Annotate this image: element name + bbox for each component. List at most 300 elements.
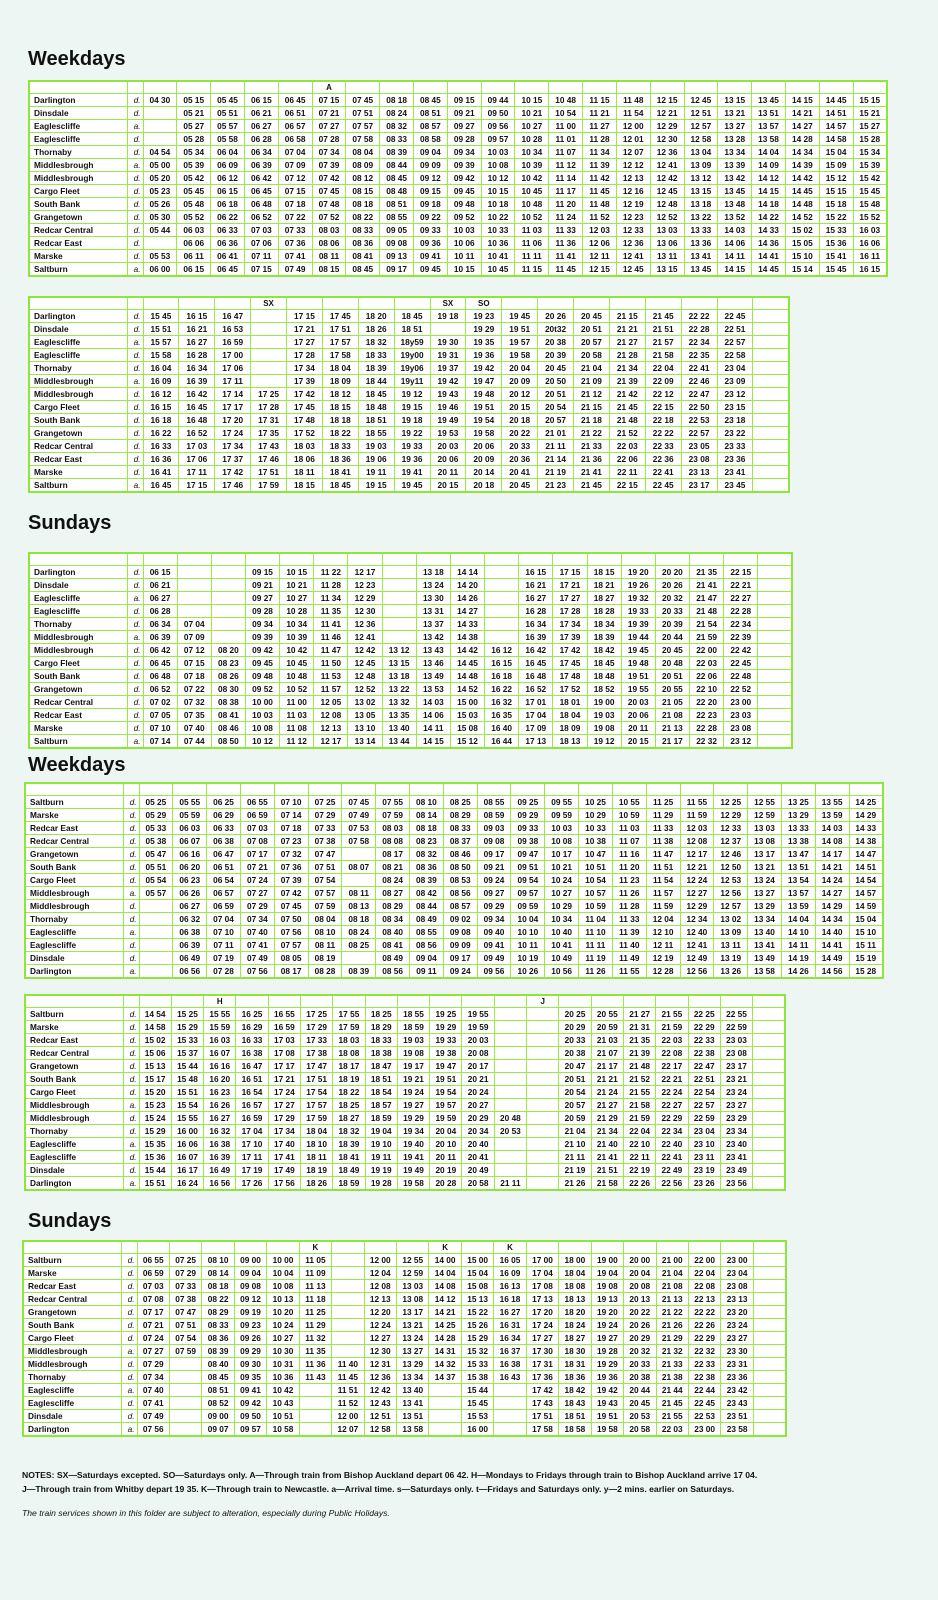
time-cell: 17 51	[526, 1410, 558, 1423]
table-row	[23, 1410, 786, 1423]
time-cell: 22 12	[645, 388, 681, 401]
time-cell: 13 10	[348, 722, 382, 735]
time-cell: 09 45	[245, 657, 279, 670]
time-cell: 15 29	[139, 1125, 171, 1138]
time-cell: 16 00	[461, 1423, 493, 1437]
time-cell: 13 09	[684, 159, 718, 172]
time-cell: 07 50	[274, 913, 308, 926]
time-cell: 21 58	[623, 1099, 655, 1112]
time-cell: 20 14	[466, 466, 502, 479]
time-cell: 15 04	[819, 146, 853, 159]
time-cell: 07 19	[207, 952, 241, 965]
time-cell: 13 04	[684, 146, 718, 159]
time-cell: 18 03	[287, 440, 323, 453]
time-cell	[494, 1151, 526, 1164]
time-cell: 21 14	[538, 453, 574, 466]
timetable-weekdays-up-2	[24, 994, 786, 1191]
time-cell: 10 42	[280, 644, 314, 657]
time-cell: 19 48	[466, 388, 502, 401]
time-cell: 21 31	[623, 1021, 655, 1034]
time-cell: 18 59	[333, 1177, 365, 1191]
time-cell: 09 28	[447, 133, 481, 146]
time-cell: 11 29	[646, 809, 680, 822]
time-cell: 10 10	[511, 926, 545, 939]
station-name: Middlesbrough	[25, 900, 123, 913]
time-cell: 06 15	[244, 94, 278, 107]
timetable-sundays-up	[22, 1240, 787, 1437]
time-cell: 11 55	[680, 796, 714, 809]
time-cell	[527, 1086, 559, 1099]
time-cell: 17 59	[251, 479, 287, 493]
footnote-cell	[25, 995, 123, 1008]
table-row	[25, 848, 883, 861]
notes-line-1: NOTES: SX—Saturdays excepted. SO—Saturdays only. A—Through train from Bishop Auckland depart 06 42. H—Mondays to Fridays through train to Bishop Auckland arrive 17 04.	[22, 1470, 758, 1480]
time-cell: 09 15	[245, 566, 279, 579]
time-cell	[177, 592, 211, 605]
time-cell: 21 33	[574, 440, 610, 453]
time-cell: 08 07	[342, 861, 376, 874]
time-cell: 10 45	[515, 185, 549, 198]
time-cell: 15 48	[853, 198, 887, 211]
time-cell: 08 57	[414, 120, 448, 133]
footnote-cell	[684, 81, 718, 94]
time-cell: 15 13	[461, 1293, 493, 1306]
time-cell: 18 57	[365, 1099, 397, 1112]
time-cell: 23 10	[688, 1138, 720, 1151]
time-cell: 13 46	[416, 657, 450, 670]
time-cell: 13 38	[781, 835, 815, 848]
time-cell: 10 33	[481, 224, 515, 237]
time-cell: 14 45	[752, 263, 786, 277]
time-cell: 18 15	[587, 566, 621, 579]
time-cell: 09 48	[245, 670, 279, 683]
time-cell: 22 45	[688, 1397, 720, 1410]
time-cell: 19 25	[430, 1008, 462, 1021]
time-cell: 07 06	[244, 237, 278, 250]
time-cell: 07 54	[169, 1332, 201, 1345]
time-cell: 23 56	[720, 1177, 752, 1191]
time-cell: 09 00	[202, 1410, 234, 1423]
time-cell: 16 26	[204, 1099, 236, 1112]
time-cell	[758, 618, 792, 631]
table-row	[29, 453, 789, 466]
time-cell	[332, 1319, 364, 1332]
time-cell: 12 51	[684, 107, 718, 120]
time-cell: 20 04	[502, 362, 538, 375]
time-cell: 11 11	[579, 939, 613, 952]
time-cell	[527, 1099, 559, 1112]
footnote-cell	[410, 783, 444, 796]
time-cell: 11 27	[583, 120, 617, 133]
time-cell: 14 04	[752, 146, 786, 159]
table-row	[29, 566, 792, 579]
footnote-cell	[245, 553, 279, 566]
time-cell: 09 38	[511, 835, 545, 848]
time-cell: 22 08	[656, 1047, 688, 1060]
time-cell: 18 17	[333, 1060, 365, 1073]
time-cell: 06 52	[244, 211, 278, 224]
time-cell: 14 14	[450, 566, 484, 579]
time-cell: 22 36	[645, 453, 681, 466]
time-cell	[169, 1358, 201, 1371]
time-cell: 08 12	[346, 172, 380, 185]
time-cell: 11 20	[549, 198, 583, 211]
station-name: Middlesbrough	[29, 375, 127, 388]
time-cell: 13 02	[348, 696, 382, 709]
time-cell: 15 44	[461, 1384, 493, 1397]
time-cell: 19 40	[397, 1138, 429, 1151]
time-cell: 16 28	[519, 605, 553, 618]
station-name: Cargo Fleet	[29, 185, 127, 198]
time-cell: 21 22	[656, 1306, 688, 1319]
footnote-cell	[714, 783, 748, 796]
time-cell: 08 14	[202, 1267, 234, 1280]
time-cell: 21 01	[538, 427, 574, 440]
time-cell: 16 32	[204, 1125, 236, 1138]
arr-dep-flag: d.	[123, 913, 139, 926]
time-cell: 06 33	[211, 224, 245, 237]
time-cell: 10 27	[280, 592, 314, 605]
time-cell: 13 15	[650, 263, 684, 277]
time-cell: 12 24	[364, 1319, 396, 1332]
time-cell: 14 45	[450, 657, 484, 670]
time-cell: 08 45	[414, 94, 448, 107]
arr-dep-flag: d.	[123, 1112, 139, 1125]
time-cell: 17 57	[300, 1099, 332, 1112]
station-name: Grangetown	[29, 427, 127, 440]
time-cell: 05 51	[211, 107, 245, 120]
time-cell: 08 44	[380, 159, 414, 172]
time-cell: 06 39	[173, 939, 207, 952]
time-cell	[485, 631, 519, 644]
time-cell: 07 47	[169, 1306, 201, 1319]
time-cell: 19 49	[397, 1164, 429, 1177]
time-cell: 12 46	[714, 848, 748, 861]
time-cell: 08 10	[410, 796, 444, 809]
time-cell: 05 42	[177, 172, 211, 185]
time-cell: 19 27	[397, 1099, 429, 1112]
time-cell: 09 41	[414, 250, 448, 263]
time-cell: 11 03	[515, 224, 549, 237]
time-cell: 13 18	[416, 566, 450, 579]
time-cell: 11 39	[612, 926, 646, 939]
station-name: Middlesbrough	[23, 1345, 121, 1358]
arr-dep-flag: d.	[121, 1293, 137, 1306]
time-cell: 07 33	[278, 224, 312, 237]
time-cell: 11 08	[280, 722, 314, 735]
time-cell: 20 55	[655, 683, 689, 696]
footnote-cell	[549, 81, 583, 94]
time-cell	[753, 1332, 786, 1345]
time-cell: 19 57	[430, 1099, 462, 1112]
time-cell: 14 09	[752, 159, 786, 172]
time-cell: 08 33	[202, 1319, 234, 1332]
table-row	[25, 1047, 785, 1060]
time-cell: 18 33	[322, 440, 358, 453]
time-cell: 08 56	[443, 887, 477, 900]
arr-dep-flag: d.	[127, 185, 143, 198]
time-cell	[211, 579, 245, 592]
time-cell: 18 32	[358, 336, 394, 349]
time-cell: 07 36	[278, 237, 312, 250]
footnote-cell	[29, 553, 127, 566]
time-cell: 20 17	[462, 1060, 494, 1073]
time-cell: 06 42	[143, 644, 177, 657]
time-cell: 23 04	[717, 362, 753, 375]
time-cell: 07 56	[137, 1423, 169, 1437]
time-cell: 16 56	[204, 1177, 236, 1191]
table-row	[29, 172, 887, 185]
time-cell: 11 52	[583, 211, 617, 224]
time-cell: 19 24	[591, 1319, 623, 1332]
time-cell: 09 17	[477, 848, 511, 861]
time-cell: 23 05	[681, 440, 717, 453]
time-cell	[753, 1410, 786, 1423]
time-cell: 05 39	[177, 159, 211, 172]
time-cell: 07 33	[308, 822, 342, 835]
arr-dep-flag: d.	[121, 1397, 137, 1410]
time-cell: 10 21	[280, 579, 314, 592]
time-cell: 10 48	[280, 670, 314, 683]
time-cell: 05 29	[139, 809, 173, 822]
time-cell: 09 28	[245, 605, 279, 618]
time-cell: 09 36	[414, 237, 448, 250]
time-cell: 11 12	[549, 159, 583, 172]
time-cell: 13 51	[752, 107, 786, 120]
time-cell: 14 45	[819, 94, 853, 107]
time-cell: 17 13	[526, 1293, 558, 1306]
time-cell: 15 48	[171, 1073, 203, 1086]
arr-dep-flag: d.	[123, 874, 139, 887]
footnote-cell	[143, 81, 177, 94]
time-cell: 17 48	[287, 414, 323, 427]
time-cell: 13 31	[416, 605, 450, 618]
station-name: Grangetown	[23, 1306, 121, 1319]
footnote-cell	[559, 1241, 591, 1254]
time-cell: 15 29	[461, 1332, 493, 1345]
time-cell: 12 30	[650, 133, 684, 146]
time-cell: 13 54	[781, 874, 815, 887]
time-cell: 09 09	[443, 939, 477, 952]
time-cell: 18 04	[322, 362, 358, 375]
time-cell: 14 36	[752, 237, 786, 250]
time-cell: 08 50	[211, 735, 245, 749]
time-cell: 07 10	[207, 926, 241, 939]
time-cell: 20 45	[624, 1397, 656, 1410]
time-cell: 09 45	[414, 263, 448, 277]
table-row	[23, 1371, 786, 1384]
time-cell: 11 24	[549, 211, 583, 224]
time-cell: 10 45	[280, 657, 314, 670]
time-cell: 19 51	[466, 401, 502, 414]
time-cell: 22 45	[717, 310, 753, 323]
timetable-sundays-down	[28, 552, 793, 749]
station-name: Marske	[25, 1021, 123, 1034]
time-cell: 05 23	[143, 185, 177, 198]
time-cell: 19 11	[365, 1151, 397, 1164]
notes-line-2: J—Through train from Whitby depart 19 35. K—Through train to Newcastle. a—Arrival time. s—Saturdays only. t—Fridays and Saturdays only. y—2 mins. earlier on Saturdays.	[22, 1484, 735, 1494]
time-cell: 14 47	[849, 848, 883, 861]
time-cell: 07 34	[312, 146, 346, 159]
time-cell: 16 34	[179, 362, 215, 375]
time-cell: 07 40	[137, 1384, 169, 1397]
time-cell: 15 00	[461, 1254, 493, 1267]
table-row	[29, 263, 887, 277]
time-cell: 17 43	[526, 1397, 558, 1410]
time-cell: 21 22	[574, 427, 610, 440]
table-row	[25, 874, 883, 887]
time-cell: 07 29	[137, 1358, 169, 1371]
time-cell	[332, 1293, 364, 1306]
time-cell: 22 41	[645, 466, 681, 479]
time-cell: 10 21	[545, 861, 579, 874]
time-cell: 21 04	[656, 1267, 688, 1280]
time-cell: 14 42	[450, 644, 484, 657]
time-cell: 11 57	[314, 683, 348, 696]
time-cell: 19 58	[397, 1177, 429, 1191]
time-cell: 13 42	[718, 172, 752, 185]
time-cell: 18 20	[559, 1306, 591, 1319]
time-cell: 13 41	[397, 1397, 429, 1410]
time-cell	[758, 605, 792, 618]
time-cell: 08 51	[414, 107, 448, 120]
time-cell: 21 17	[591, 1060, 623, 1073]
time-cell: 18 25	[365, 1008, 397, 1021]
time-cell: 23 27	[720, 1099, 752, 1112]
time-cell: 15 18	[819, 198, 853, 211]
station-name: Dinsdale	[29, 323, 127, 336]
footnote-cell	[591, 995, 623, 1008]
time-cell	[527, 1112, 559, 1125]
time-cell: 08 21	[376, 861, 410, 874]
time-cell: 12 55	[748, 796, 782, 809]
time-cell: 14 34	[785, 146, 819, 159]
time-cell: 13 11	[714, 939, 748, 952]
time-cell: 05 57	[211, 120, 245, 133]
table-row	[29, 250, 887, 263]
time-cell: 22 58	[717, 349, 753, 362]
table-row	[25, 1164, 785, 1177]
station-name: South Bank	[29, 670, 127, 683]
time-cell: 08 06	[312, 237, 346, 250]
time-cell: 06 21	[244, 107, 278, 120]
time-cell	[485, 605, 519, 618]
time-cell: 09 26	[234, 1332, 266, 1345]
time-cell: 10 52	[280, 683, 314, 696]
arr-dep-flag: d.	[123, 861, 139, 874]
time-cell: 23 00	[724, 696, 758, 709]
time-cell: 10 15	[447, 263, 481, 277]
time-cell: 08 39	[342, 965, 376, 979]
time-cell: 10 18	[481, 198, 515, 211]
time-cell: 07 18	[278, 198, 312, 211]
time-cell: 19 11	[358, 466, 394, 479]
time-cell	[211, 618, 245, 631]
time-cell: 07 04	[177, 618, 211, 631]
time-cell: 18 08	[333, 1047, 365, 1060]
arr-dep-flag: d.	[127, 453, 143, 466]
time-cell: 08 41	[376, 939, 410, 952]
table-row	[29, 709, 792, 722]
time-cell: 06 57	[207, 887, 241, 900]
time-cell: 14 18	[752, 198, 786, 211]
footnote-cell	[656, 995, 688, 1008]
time-cell: 15 42	[853, 172, 887, 185]
time-cell: 23 12	[724, 735, 758, 749]
table-row	[25, 861, 883, 874]
footnote-cell	[485, 553, 519, 566]
time-cell: 18 45	[322, 479, 358, 493]
time-cell: 09 21	[447, 107, 481, 120]
time-cell: 05 51	[139, 861, 173, 874]
table-row	[29, 401, 789, 414]
time-cell: 15 36	[819, 237, 853, 250]
time-cell: 12 50	[714, 861, 748, 874]
arr-dep-flag: d.	[127, 362, 143, 375]
time-cell: 07 08	[137, 1293, 169, 1306]
time-cell: 22 33	[688, 1358, 720, 1371]
footnote-cell	[450, 553, 484, 566]
table-row	[25, 1086, 785, 1099]
time-cell: 13 22	[684, 211, 718, 224]
time-cell: 08 45	[380, 172, 414, 185]
time-cell: 09 33	[414, 224, 448, 237]
time-cell: 09 04	[234, 1267, 266, 1280]
time-cell	[753, 466, 789, 479]
time-cell: 15 44	[139, 1164, 171, 1177]
time-cell: 19 18	[430, 310, 466, 323]
time-cell: 08 22	[202, 1293, 234, 1306]
time-cell: 13 03	[397, 1280, 429, 1293]
time-cell: 15 51	[171, 1086, 203, 1099]
time-cell: 09 07	[202, 1423, 234, 1437]
footnote-cell	[267, 1241, 299, 1254]
time-cell: 14 11	[718, 250, 752, 263]
time-cell: 22 17	[656, 1060, 688, 1073]
footnote-cell	[526, 1241, 558, 1254]
time-cell: 17 06	[179, 453, 215, 466]
arr-dep-flag: d.	[123, 1021, 139, 1034]
time-cell: 20 33	[559, 1034, 591, 1047]
time-cell: 10 21	[515, 107, 549, 120]
time-cell: 08 46	[443, 848, 477, 861]
time-cell: 14 54	[139, 1008, 171, 1021]
time-cell: 18 13	[559, 1293, 591, 1306]
time-cell: 17 27	[526, 1332, 558, 1345]
time-cell: 10 03	[245, 709, 279, 722]
time-cell: 15 09	[819, 159, 853, 172]
time-cell: 21 59	[623, 1112, 655, 1125]
time-cell: 07 40	[240, 926, 274, 939]
time-cell	[429, 1397, 461, 1410]
time-cell: 13 58	[752, 133, 786, 146]
time-cell: 11 14	[549, 172, 583, 185]
time-cell: 07 11	[244, 250, 278, 263]
time-cell: 21 26	[656, 1319, 688, 1332]
time-cell	[251, 362, 287, 375]
time-cell: 22 21	[724, 579, 758, 592]
footnote-cell	[753, 1241, 786, 1254]
footnote-cell	[29, 81, 127, 94]
time-cell: 19 23	[466, 310, 502, 323]
arr-dep-flag: d.	[123, 1125, 139, 1138]
time-cell: 09 44	[481, 94, 515, 107]
time-cell: 06 32	[173, 913, 207, 926]
station-name: Darlington	[23, 1423, 121, 1437]
station-name: Redcar Central	[25, 835, 123, 848]
time-cell: 08 37	[443, 835, 477, 848]
time-cell	[143, 237, 177, 250]
